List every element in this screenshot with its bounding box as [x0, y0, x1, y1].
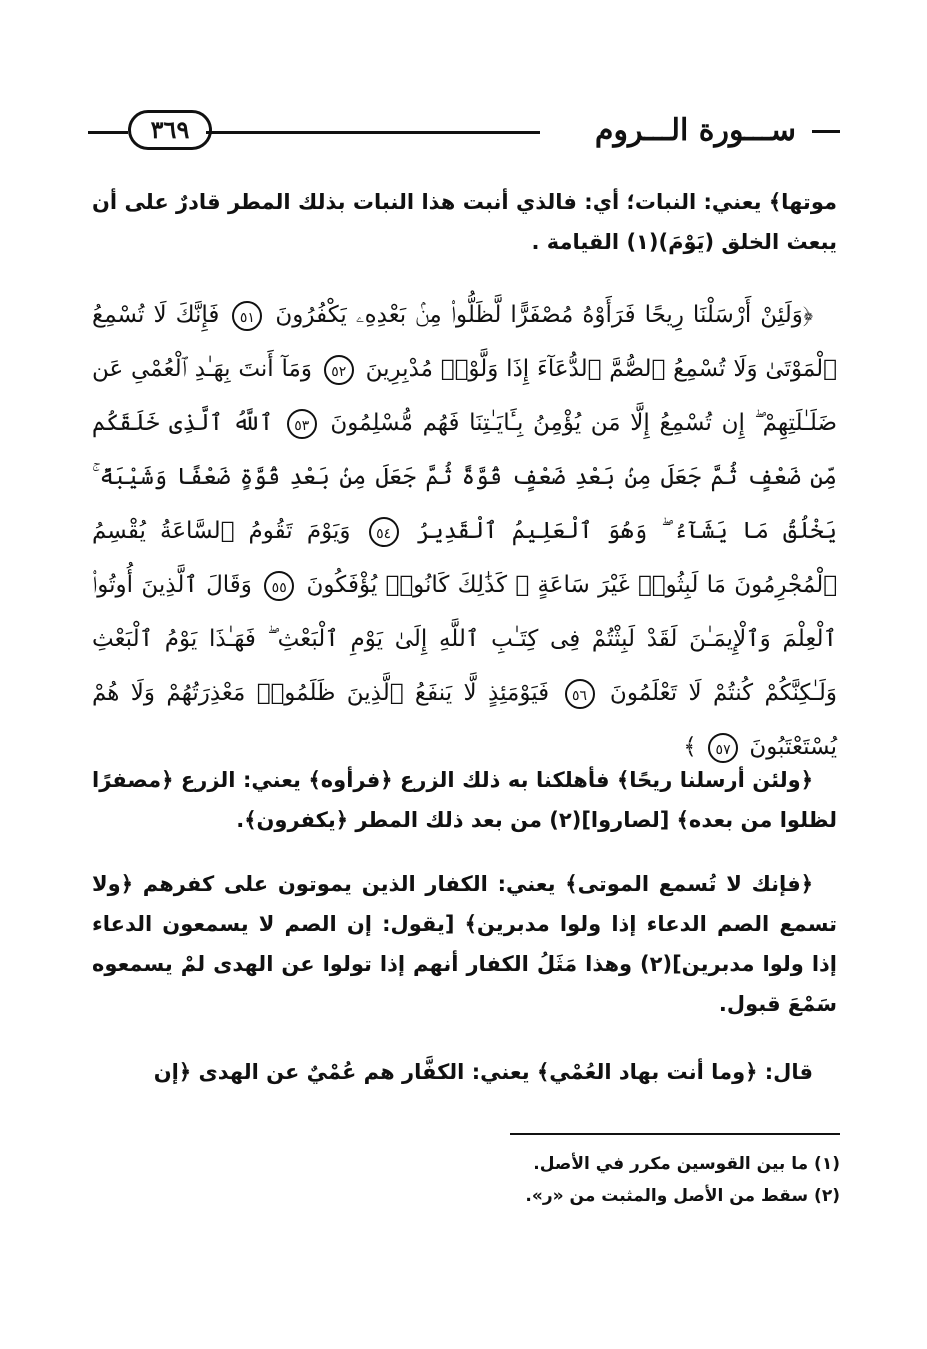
footnote-2: (٢) سقط من الأصل والمثبت من «ر». [525, 1186, 840, 1206]
verse-number-marker: ٥٥ [264, 571, 294, 601]
commentary-paragraph-3: قال: ﴿وما أنت بهاد العُمْي﴾ يعني: الكفَّار هم عُمْيٌ عن الهدى ﴿إن [153, 1060, 813, 1084]
verse-text: ٱللَّهُ ٱلَّذِى خَلَقَكُم مِّن ضَعْفٍ ثُمَّ جَعَلَ مِنۢ بَعْدِ ضَعْفٍ قُوَّةً ثُمَّ جَعَلَ مِنۢ بَعْدِ قُوَّةٍ ضَعْفًا وَشَيْبَةً ۚ يَخْلُقُ مَا يَشَآءُ ۖ وَهُوَ ٱلْعَلِيمُ ٱلْقَدِيرُ [92, 410, 838, 544]
verse-number-marker: ٥٦ [565, 679, 595, 709]
intro-paragraph: موتها﴾ يعني: النبات؛ أي: فالذي أنبت هذا النبات بذلك المطر قادرٌ على أن يبعث الخلق (يَوْمَ)(١) القيامة . [92, 190, 837, 254]
commentary-paragraph-1: ﴿ولئن أرسلنا ريحًا﴾ فأهلكنا به ذلك الزرع ﴿فرأوه﴾ يعني: الزرع ﴿مصفرًا لظلوا من بعده﴾ [لصاروا](٢) من بعد ذلك المطر ﴿يكفرون﴾. [92, 768, 837, 832]
footnotes [400, 1148, 840, 1212]
page-header [88, 104, 840, 158]
surah-title: ســـورة الـــروم [594, 113, 796, 148]
page-number: ٣٦٩ [128, 110, 212, 150]
verse-number-marker: ٥١ [232, 301, 262, 331]
verse-number-marker: ٥٧ [708, 733, 738, 763]
footnote-1: (١) ما بين القوسين مكرر في الأصل. [533, 1154, 840, 1174]
verse-number-marker: ٥٢ [324, 355, 354, 385]
quran-verses [92, 288, 837, 774]
footnote-separator [510, 1133, 840, 1135]
verse-number-marker: ٥٤ [369, 517, 399, 547]
verse-text: فَيَوْمَئِذٍ لَّا يَنفَعُ ٱلَّذِينَ ظَلَمُوا۟ مَعْذِرَتُهُمْ وَلَا هُمْ يُسْتَعْتَبُونَ [92, 680, 837, 760]
header-dash [812, 130, 840, 133]
verse-text: ﴿وَلَئِنْ أَرْسَلْنَا رِيحًا فَرَأَوْهُ مُصْفَرًّا لَّظَلُّوا۟ مِنۢ بَعْدِهِۦ يَكْفُرُونَ [275, 302, 814, 328]
verse-text: وَمَآ أَنتَ بِهَـٰدِ ٱلْعُمْىِ عَن ضَلَـٰلَتِهِمْ ۖ إِن تُسْمِعُ إِلَّا مَن يُؤْمِنُ بِـَٔايَـٰتِنَا فَهُم مُّسْلِمُونَ [92, 356, 837, 436]
verse-closing-bracket: ﴾ [683, 734, 697, 760]
verse-number-marker: ٥٣ [287, 409, 317, 439]
verse-text: فَإِنَّكَ لَا تُسْمِعُ ٱلْمَوْتَىٰ وَلَا تُسْمِعُ ٱلصُّمَّ ٱلدُّعَآءَ إِذَا وَلَّوْا۟ مُدْبِرِينَ [92, 302, 837, 382]
verse-text: وَيَوْمَ تَقُومُ ٱلسَّاعَةُ يُقْسِمُ ٱلْمُجْرِمُونَ مَا لَبِثُوا۟ غَيْرَ سَاعَةٍ ۚ كَذَٰلِكَ كَانُوا۟ يُؤْفَكُونَ [92, 518, 838, 598]
header-rule [206, 131, 540, 134]
commentary-paragraph-2: ﴿فإنك لا تُسمع الموتى﴾ يعني: الكفار الذين يموتون على كفرهم ﴿ولا تسمع الصم الدعاء إذا ولوا مدبرين﴾ [يقول: إن الصم لا يسمعون الدعاء إذا ولوا مدبرين](٢) وهذا مَثَلُ الكفار أنهم إذا تولوا عن الهدى لمْ يسمعوه سَمْعَ قبول. [92, 872, 837, 1016]
verse-text: وَقَالَ ٱلَّذِينَ أُوتُوا۟ ٱلْعِلْمَ وَٱلْإِيمَـٰنَ لَقَدْ لَبِثْتُمْ فِى كِتَـٰبِ ٱللَّهِ إِلَىٰ يَوْمِ ٱلْبَعْثِ ۖ فَهَـٰذَا يَوْمُ ٱلْبَعْثِ وَلَـٰكِنَّكُمْ كُنتُمْ لَا تَعْلَمُونَ [92, 572, 837, 706]
header-rule-left [88, 131, 128, 134]
